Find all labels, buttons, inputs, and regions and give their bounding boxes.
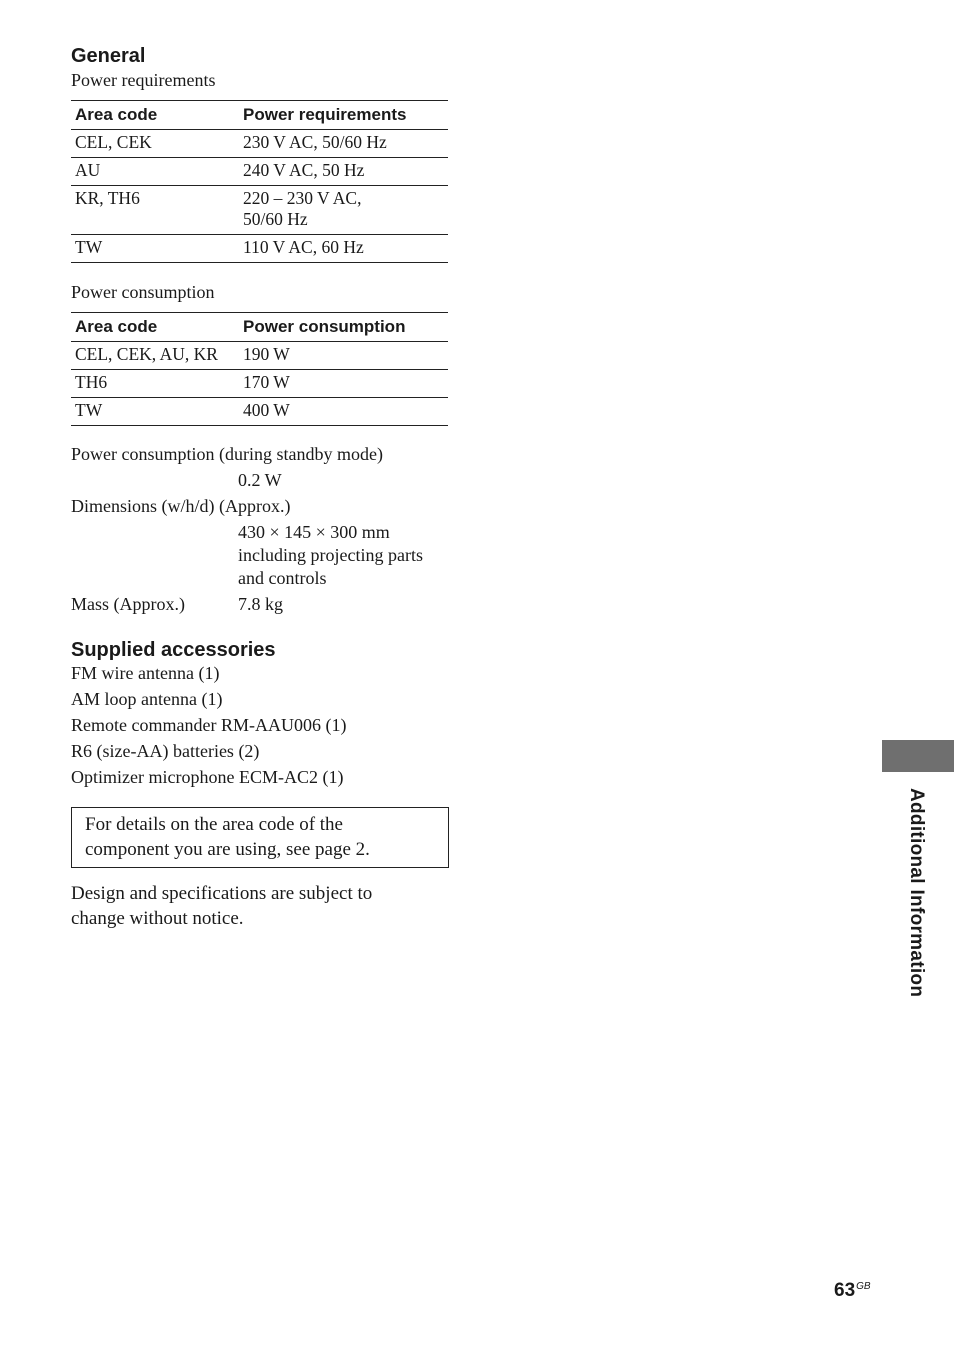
content-column xyxy=(71,44,448,931)
area-code-note-box xyxy=(71,807,449,868)
disclaimer xyxy=(71,881,448,931)
table-cell: TW xyxy=(71,235,239,263)
dimensions-value-line: 430 × 145 × 300 mm xyxy=(238,522,390,542)
page-number-suffix: GB xyxy=(856,1281,871,1292)
column-header: Area code xyxy=(71,313,239,342)
column-header: Area code xyxy=(71,101,239,130)
power-requirements-table xyxy=(71,100,448,263)
section-tab-marker xyxy=(882,740,954,772)
list-item: FM wire antenna (1) xyxy=(71,663,220,683)
mass-value: 7.8 kg xyxy=(238,594,283,614)
page-number-value: 63 xyxy=(834,1280,856,1301)
page-number xyxy=(834,1280,871,1302)
table-cell: 170 W xyxy=(239,370,448,398)
table-cell: 230 V AC, 50/60 Hz xyxy=(239,130,448,158)
section-heading-general: General xyxy=(71,45,146,67)
mass-label: Mass (Approx.) xyxy=(71,594,185,614)
table-cell: 400 W xyxy=(239,398,448,426)
table-row xyxy=(71,158,448,186)
list-item: Remote commander RM-AAU006 (1) xyxy=(71,715,347,735)
table-cell: 240 V AC, 50 Hz xyxy=(239,158,448,186)
table-row xyxy=(71,186,448,235)
table-cell: CEL, CEK xyxy=(71,130,239,158)
table-header-row xyxy=(71,313,448,342)
column-header: Power consumption xyxy=(239,313,448,342)
dimensions-spec xyxy=(71,495,448,590)
table-cell: 110 V AC, 60 Hz xyxy=(239,235,448,263)
dimensions-label: Dimensions (w/h/d) (Approx.) xyxy=(71,496,291,516)
table-row xyxy=(71,130,448,158)
table-cell: AU xyxy=(71,158,239,186)
list-item: R6 (size-AA) batteries (2) xyxy=(71,741,260,761)
mass-spec xyxy=(71,593,448,616)
table-cell: 220 – 230 V AC, 50/60 Hz xyxy=(239,186,448,235)
accessories-list xyxy=(71,662,448,789)
power-requirements-caption: Power requirements xyxy=(71,70,216,90)
table-cell: TH6 xyxy=(71,370,239,398)
section-tab-label: Additional Information xyxy=(906,788,927,998)
list-item: Optimizer microphone ECM-AC2 (1) xyxy=(71,767,344,787)
table-row xyxy=(71,398,448,426)
table-cell: CEL, CEK, AU, KR xyxy=(71,342,239,370)
table-header-row xyxy=(71,101,448,130)
list-item: AM loop antenna (1) xyxy=(71,689,223,709)
dimensions-value-line: including projecting parts xyxy=(238,545,423,565)
standby-label: Power consumption (during standby mode) xyxy=(71,444,383,464)
power-consumption-caption: Power consumption xyxy=(71,282,215,302)
table-row xyxy=(71,370,448,398)
table-cell: KR, TH6 xyxy=(71,186,239,235)
dimensions-value-line: and controls xyxy=(238,568,327,588)
column-header: Power requirements xyxy=(239,101,448,130)
standby-spec xyxy=(71,443,448,492)
note-line: component you are using, see page 2. xyxy=(85,839,370,860)
table-row xyxy=(71,342,448,370)
table-row xyxy=(71,235,448,263)
note-line: For details on the area code of the xyxy=(85,814,343,835)
table-cell: 190 W xyxy=(239,342,448,370)
standby-value: 0.2 W xyxy=(238,470,282,490)
disclaimer-line: change without notice. xyxy=(71,908,244,929)
section-heading-accessories: Supplied accessories xyxy=(71,639,276,661)
disclaimer-line: Design and specifications are subject to xyxy=(71,883,373,904)
power-consumption-table xyxy=(71,312,448,426)
table-cell: TW xyxy=(71,398,239,426)
